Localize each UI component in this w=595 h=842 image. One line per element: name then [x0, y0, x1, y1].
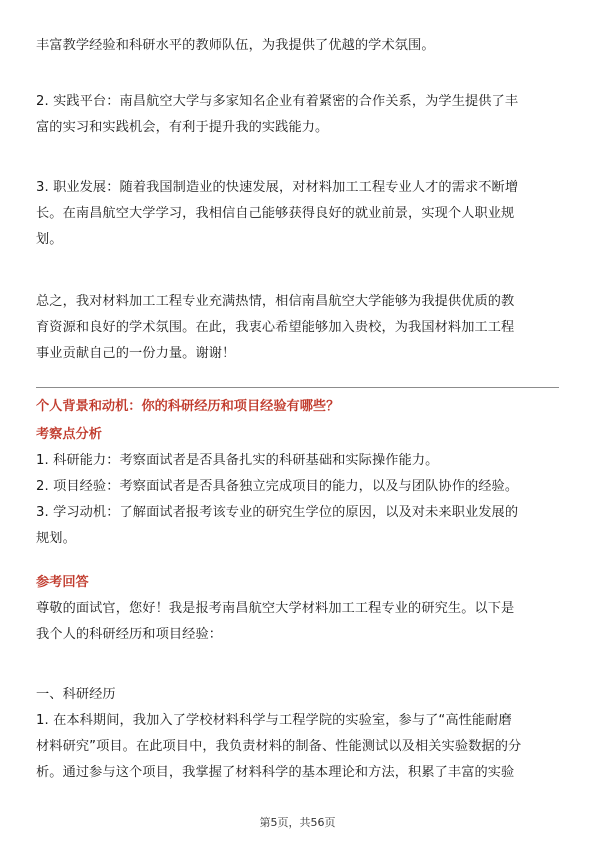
- text-line: 2. 实践平台：南昌航空大学与多家知名企业有着紧密的合作关系，为学生提供了丰: [36, 94, 519, 109]
- text-line: 材料研究”项目。在此项目中，我负责材料的制备、性能测试以及相关实验数据的分: [36, 739, 522, 754]
- list-item-continuation: 规划。: [36, 531, 76, 546]
- text-line: 3. 职业发展：随着我国制造业的快速发展，对材料加工工程专业人才的需求不断增: [36, 180, 519, 195]
- section-divider: [36, 387, 559, 388]
- answer-heading: 参考回答: [36, 575, 89, 590]
- text-line: 我个人的科研经历和项目经验：: [36, 627, 223, 642]
- intro-paragraph-1: [36, 33, 559, 59]
- page-number-footer: 第5页，共56页: [259, 816, 336, 829]
- text-line: 析。通过参与这个项目，我掌握了材料科学的基本理论和方法，积累了丰富的实验: [36, 765, 515, 780]
- analysis-heading: 考察点分析: [36, 427, 102, 442]
- list-item: 3. 学习动机：了解面试者报考该专业的研究生学位的原因，以及对未来职业发展的: [36, 505, 519, 520]
- text-line: 一、科研经历: [36, 687, 116, 702]
- intro-paragraph-3: [36, 175, 559, 253]
- text-line: 1. 在本科期间，我加入了学校材料科学与工程学院的实验室，参与了“高性能耐磨: [36, 713, 512, 728]
- list-item: 1. 科研能力：考察面试者是否具备扎实的科研基础和实际操作能力。: [36, 453, 439, 468]
- text-line: 尊敬的面试官，您好！我是报考南昌航空大学材料加工工程专业的研究生。以下是: [36, 601, 515, 616]
- intro-paragraph-conclusion: [36, 289, 559, 367]
- answer-subheading: [36, 682, 559, 708]
- text-line: 划。: [36, 232, 63, 247]
- text-line: 事业贡献自己的一份力量。谢谢！: [36, 346, 236, 361]
- answer-item-1: [36, 708, 559, 786]
- text-line: 长。在南昌航空大学学习，我相信自己能够获得良好的就业前景，实现个人职业规: [36, 206, 515, 221]
- text-line: 育资源和良好的学术氛围。在此，我衷心希望能够加入贵校，为我国材料加工工程: [36, 320, 515, 335]
- text-line: 总之，我对材料加工工程专业充满热情，相信南昌航空大学能够为我提供优质的教: [36, 294, 515, 309]
- answer-greeting: [36, 596, 559, 648]
- question-title: 个人背景和动机：你的科研经历和项目经验有哪些？: [36, 399, 340, 414]
- text-line: 丰富教学经验和科研水平的教师队伍，为我提供了优越的学术氛围。: [36, 38, 435, 53]
- analysis-list: [36, 448, 559, 552]
- text-line: 富的实习和实践机会，有利于提升我的实践能力。: [36, 120, 329, 135]
- list-item: 2. 项目经验：考察面试者是否具备独立完成项目的能力，以及与团队协作的经验。: [36, 479, 519, 494]
- intro-paragraph-2: [36, 89, 559, 141]
